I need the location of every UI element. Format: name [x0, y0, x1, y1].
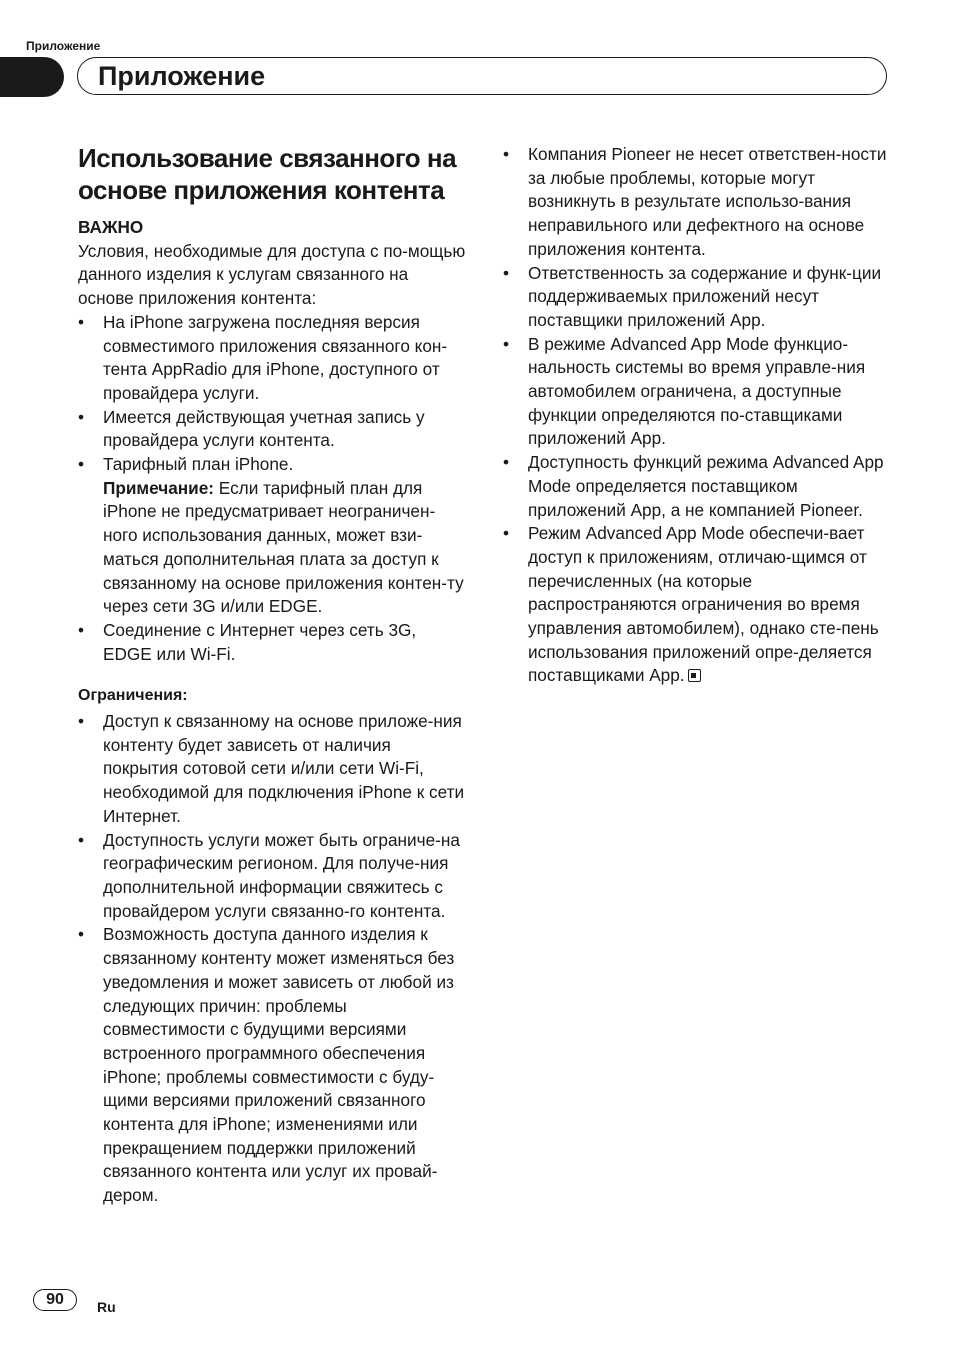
- note-text: Если тарифный план для iPhone не предусматривает неограничен-ного использования данных, может взи-маться дополнительная плата за доступ к связанному на основе приложения контен-ту через сети 3G и/или EDGE.: [103, 477, 464, 617]
- right-column: [503, 143, 893, 688]
- bullet-icon: •: [78, 619, 85, 640]
- section-tab-marker: [0, 57, 64, 97]
- bullet-icon: •: [78, 924, 85, 945]
- notes-list: [503, 143, 893, 688]
- bullet-icon: •: [78, 829, 85, 850]
- requirements-list: [78, 311, 468, 667]
- bullet-icon: •: [503, 333, 510, 354]
- restrictions-list: [78, 710, 468, 1208]
- intro-paragraph: Условия, необходимые для доступа с по-мощью данного изделия к услугам связанного на основе приложения контента:: [78, 240, 466, 309]
- important-label: ВАЖНО: [78, 217, 144, 237]
- article-title: [78, 142, 468, 206]
- list-item: • Доступность услуги может быть ограниче-на географическим регионом. Для получе-ния дополнительной информации свяжитесь с провайдером услуги связанно-го контента.: [78, 829, 460, 921]
- restrictions-label: Ограничения:: [78, 687, 188, 705]
- article-title-line2: основе приложения контента: [78, 175, 445, 205]
- list-item: • Ответственность за содержание и функ-ции поддерживаемых приложений несут поставщики приложений App.: [503, 262, 882, 330]
- list-item: • Тарифный план iPhone. Примечание: Если тарифный план для iPhone не предусматривает неограничен-ного использования данных, может взи-маться дополнительная плата за доступ к связанному на основе приложения контен-ту через сети 3G и/или EDGE.: [78, 454, 464, 617]
- page-number: 90: [33, 1289, 77, 1311]
- language-code: Ru: [97, 1299, 116, 1315]
- note-label: Примечание:: [103, 477, 215, 498]
- bullet-icon: •: [503, 452, 510, 473]
- article-title-line1: Использование связанного на: [78, 143, 457, 173]
- list-item: • На iPhone загружена последняя версия совместимого приложения связанного кон-тента AppRadio для iPhone, доступного от провайдера услуги.: [78, 311, 448, 403]
- bullet-icon: •: [78, 454, 85, 475]
- list-item: • Имеется действующая учетная запись у провайдера услуги контента.: [78, 406, 425, 451]
- bullet-icon: •: [78, 711, 85, 732]
- section-title: Приложение: [98, 61, 266, 91]
- section-header: [77, 57, 887, 95]
- list-item: • Доступ к связанному на основе приложе-ния контенту будет зависеть от наличия покрытия сотовой сети и/или сети Wi-Fi, необходимой для подключения iPhone к сети Интернет.: [78, 711, 465, 826]
- bullet-icon: •: [503, 262, 510, 283]
- bullet-icon: •: [503, 144, 510, 164]
- list-item: • Доступность функций режима Advanced App Mode определяется поставщиком приложений App, а не компанией Pioneer.: [503, 452, 884, 520]
- left-column: [78, 142, 468, 1208]
- bullet-icon: •: [78, 311, 85, 332]
- bullet-icon: •: [78, 406, 85, 427]
- list-item: • Возможность доступа данного изделия к связанному контенту может изменяться без уведомления и может зависеть от любой из следующих причин: проблемы совместимости с будущими версиями встроенного программного обеспечения iPhone; проблемы совместимости с буду-щими версиями приложений связанного контента для iPhone; изменениями или прекращением поддержки приложений связанного контента или услуг их провай-дером.: [78, 924, 455, 1206]
- bullet-icon: •: [503, 523, 510, 544]
- end-of-section-icon: [688, 669, 701, 682]
- running-head: Приложение: [26, 39, 101, 53]
- list-item: • Компания Pioneer не несет ответствен-ности за любые проблемы, которые могут возникнуть в результате использо-вания неправильного или дефектного на основе приложения контента.: [503, 144, 887, 259]
- list-item: • Соединение с Интернет через сеть 3G, EDGE или Wi-Fi.: [78, 619, 417, 664]
- list-item: • Режим Advanced App Mode обеспечи-вает доступ к приложениям, отличаю-щимся от перечисленных (на которые распространяются ограничения во время управления автомобилем), однако сте-пень использования приложений опре-деляется поставщиками App.: [503, 523, 879, 686]
- list-item: • В режиме Advanced App Mode функцио-нальность системы во время управле-ния автомобилем ограничена, а доступные функции определяются по-ставщиками приложений App.: [503, 333, 866, 449]
